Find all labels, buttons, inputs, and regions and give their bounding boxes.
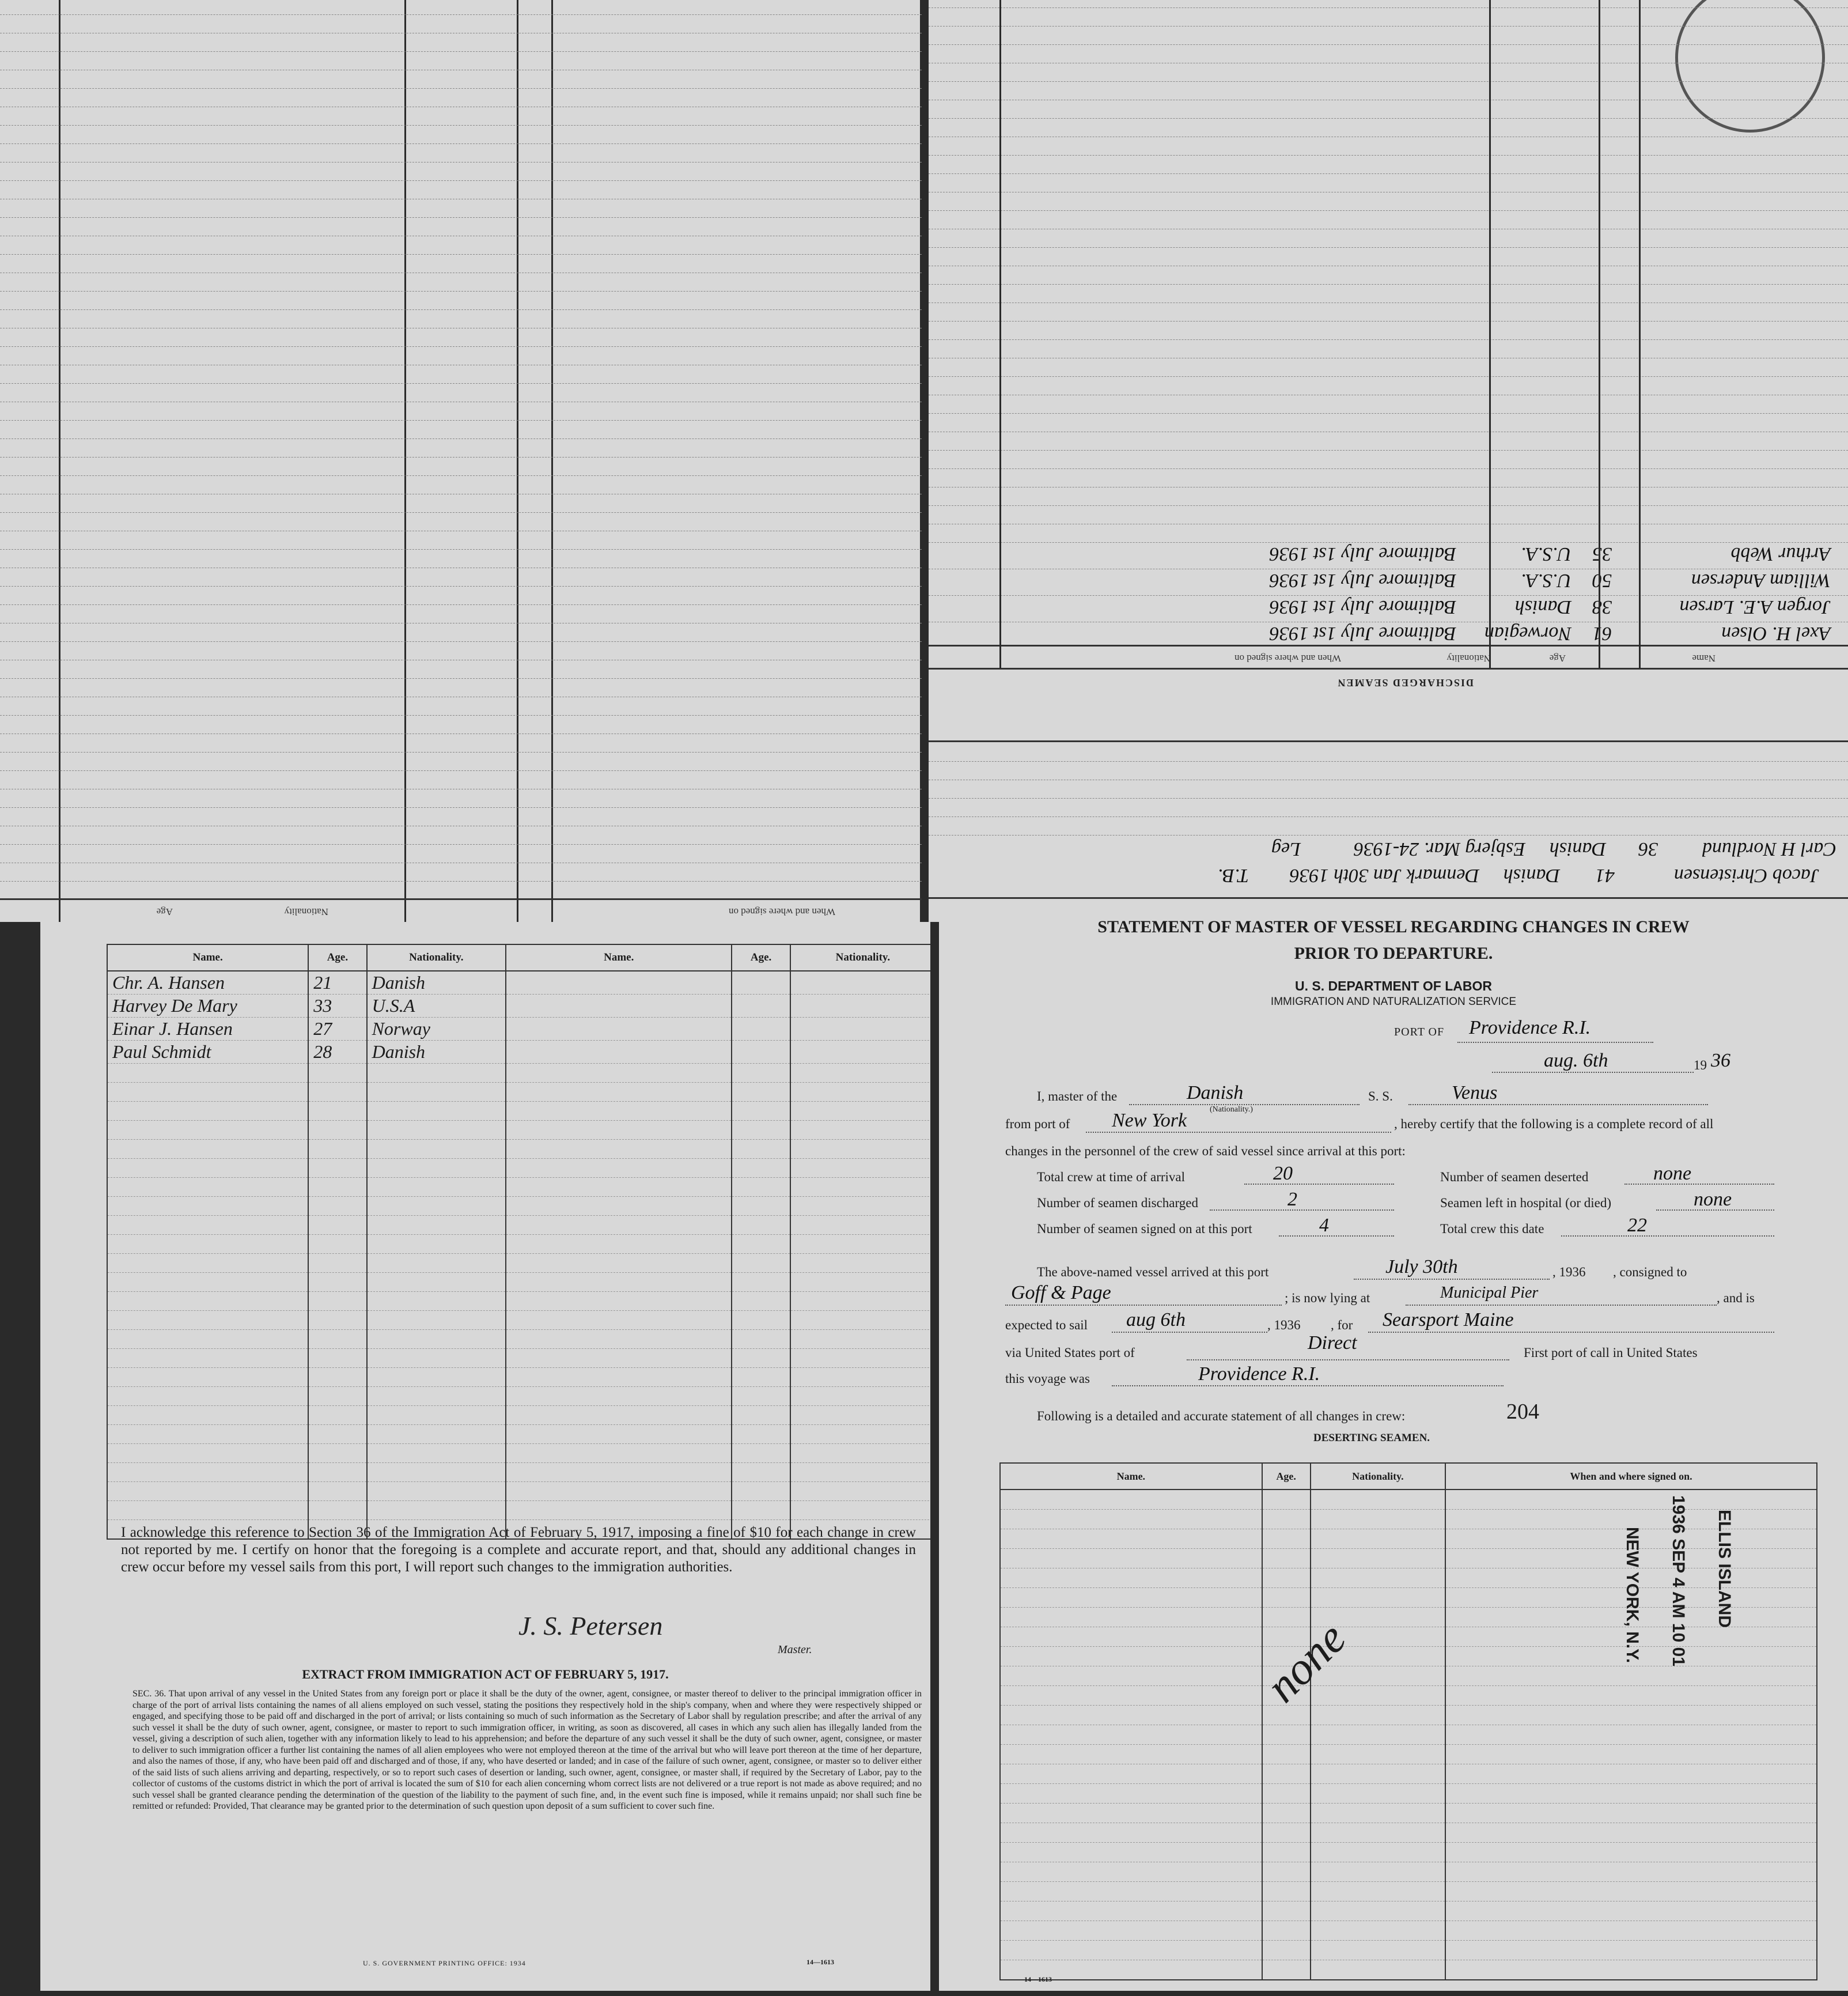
nationality-caption: (Nationality.) [1210, 1105, 1253, 1114]
round-stamp-icon [1675, 0, 1825, 133]
master-signature: J. S. Petersen [518, 1611, 663, 1640]
statement-title: STATEMENT OF MASTER OF VESSEL REGARDING CHANGES IN CREW [1097, 917, 1690, 936]
and-is-text: , and is [1717, 1291, 1755, 1305]
sick-nat-1: Danish [1503, 865, 1560, 886]
column-rule [551, 0, 553, 922]
header-age: Age [156, 906, 173, 917]
discharged-value: 2 [1287, 1189, 1297, 1210]
dis-header-name: Name [1692, 653, 1716, 664]
port-of-label: PORT OF [1394, 1026, 1445, 1038]
top-right-page [929, 0, 1848, 922]
des-col-name: Name. [1000, 1463, 1262, 1490]
sick-sick-1: T.B. [1217, 865, 1249, 886]
dis-nat-4: U.S.A. [1521, 543, 1571, 565]
destination-value: Searsport Maine [1383, 1309, 1514, 1330]
expected-value: aug 6th [1126, 1309, 1186, 1330]
total-crew-arrival-value: 20 [1273, 1163, 1293, 1184]
top-left-page [0, 0, 922, 922]
col-nationality-2: Nationality. [790, 944, 930, 971]
changes-text: changes in the personnel of the crew of said vessel since arrival at this port: [1005, 1144, 1406, 1158]
discharged-label: Number of seamen discharged [1037, 1196, 1198, 1210]
nationality-value: Danish [1187, 1082, 1244, 1103]
year-value: 36 [1711, 1050, 1730, 1071]
deserting-title: DESERTING SEAMEN. [1313, 1432, 1430, 1444]
none-handwritten-mark: none [1256, 1613, 1356, 1713]
consignee-value: Goff & Page [1011, 1282, 1111, 1303]
dis-nat-3: U.S.A. [1521, 570, 1571, 591]
dis-when-4: Baltimore July 1st 1936 [1269, 543, 1456, 565]
lying-value: Municipal Pier [1440, 1284, 1539, 1302]
column-rule [999, 0, 1001, 668]
sick-age-1: 41 [1595, 865, 1615, 886]
dis-age-2: 38 [1592, 596, 1612, 618]
signed-on-value: 4 [1319, 1215, 1329, 1236]
dis-header-when: When and where signed on [1234, 653, 1341, 664]
voyage-label: this voyage was [1005, 1371, 1090, 1386]
sick-name-1: Jacob Christensen [1673, 865, 1819, 886]
table-row [107, 971, 930, 995]
column-rule [517, 0, 518, 922]
dis-header-age: Age [1549, 653, 1566, 664]
des-col-age: Age. [1262, 1463, 1311, 1490]
total-crew-arrival-label: Total crew at time of arrival [1037, 1170, 1186, 1184]
inverted-sheet-left [0, 0, 922, 922]
arrived-value: July 30th [1385, 1256, 1458, 1277]
expected-label: expected to sail [1005, 1318, 1088, 1332]
dis-when-2: Baltimore July 1st 1936 [1269, 596, 1456, 618]
dis-nat-1: Norwegian [1484, 623, 1571, 644]
sick-name-2: Carl H Nordlund [1702, 838, 1836, 860]
service-name: IMMIGRATION AND NATURALIZATION SERVICE [1270, 996, 1517, 1008]
sick-sick-2: Leg [1271, 838, 1301, 860]
new-york-stamp: NEW YORK, N.Y. [1623, 1527, 1642, 1664]
des-col-nationality: Nationality. [1311, 1463, 1445, 1490]
lying-label: ; is now lying at [1285, 1291, 1370, 1305]
column-rule [920, 0, 922, 922]
statement-page [939, 899, 1848, 1991]
dis-when-3: Baltimore July 1st 1936 [1269, 570, 1456, 591]
crew-nationality: Norway [367, 1018, 506, 1041]
sick-nat-2: Danish [1549, 838, 1606, 860]
inverted-sheet-right [929, 0, 1848, 922]
master-label: Master. [778, 1643, 812, 1656]
column-rule [404, 0, 406, 922]
dis-nat-2: Danish [1514, 596, 1571, 618]
dis-name-3: William Andersen [1691, 570, 1831, 591]
crew-age: 28 [308, 1041, 366, 1064]
ship-name: Venus [1452, 1082, 1498, 1103]
ss-label: S. S. [1368, 1089, 1393, 1103]
year-prefix: 19 [1694, 1058, 1707, 1072]
total-crew-date-label: Total crew this date [1440, 1222, 1544, 1236]
crew-age: 21 [308, 971, 366, 995]
discharged-title: DISCHARGED SEAMEN [1336, 677, 1474, 689]
dis-name-4: Arthur Webb [1730, 543, 1831, 565]
date-value: aug. 6th [1544, 1050, 1608, 1071]
voyage-value: Providence R.I. [1198, 1363, 1320, 1385]
expected-year: , 1936 [1267, 1318, 1301, 1332]
date-stamp: 1936 SEP 4 AM 10 01 [1669, 1495, 1688, 1666]
printing-office: U. S. GOVERNMENT PRINTING OFFICE: 1934 [363, 1959, 526, 1967]
statement-subtitle: PRIOR TO DEPARTURE. [1294, 944, 1493, 963]
col-age: Age. [308, 944, 366, 971]
crew-nationality: U.S.A [367, 995, 506, 1018]
total-crew-date-value: 22 [1627, 1215, 1647, 1236]
arrived-year: , 1936 [1552, 1265, 1586, 1279]
document-number: 204 [1506, 1400, 1539, 1424]
form-number: 14—1613 [1024, 1975, 1052, 1983]
table-header-row [107, 944, 930, 971]
crew-nationality: Danish [367, 971, 506, 995]
deserted-label: Number of seamen deserted [1440, 1170, 1589, 1184]
column-rule [1639, 0, 1641, 668]
consigned-label: , consigned to [1613, 1265, 1687, 1279]
department-name: U. S. DEPARTMENT OF LABOR [1294, 978, 1492, 993]
des-col-when: When and where signed on. [1445, 1463, 1817, 1490]
dis-age-1: 61 [1592, 623, 1612, 644]
from-port-value: New York [1112, 1110, 1187, 1131]
column-rule [1599, 0, 1600, 668]
sick-when-2: Esbjerg Mar. 24-1936 [1353, 838, 1525, 860]
column-rule [59, 0, 60, 922]
table-row [107, 995, 930, 1018]
sick-when-1: Denmark Jan 30th 1936 [1289, 865, 1479, 886]
dis-name-2: Jorgen A.E. Larsen [1679, 596, 1831, 618]
col-name-2: Name. [506, 944, 732, 971]
crew-age: 27 [308, 1018, 366, 1041]
signed-on-table [107, 944, 930, 1540]
dis-header-nationality: Nationality [1446, 653, 1491, 664]
dis-age-4: 35 [1592, 543, 1612, 565]
first-port-label: First port of call in United States [1524, 1345, 1698, 1360]
col-age-2: Age. [732, 944, 790, 971]
hospital-label: Seamen left in hospital (or died) [1440, 1196, 1612, 1210]
arrived-label: The above-named vessel arrived at this port [1037, 1265, 1269, 1279]
table-row [107, 1018, 930, 1041]
crew-name: Paul Schmidt [107, 1041, 308, 1064]
sick-age-2: 36 [1638, 838, 1658, 860]
signed-on-label: Number of seamen signed on at this port [1037, 1222, 1252, 1236]
crew-nationality: Danish [367, 1041, 506, 1064]
signed-on-page [40, 922, 930, 1991]
crew-name: Chr. A. Hansen [107, 971, 308, 995]
dis-name-1: Axel H. Olsen [1721, 623, 1831, 644]
dis-age-3: 50 [1592, 570, 1612, 591]
section-36-text: SEC. 36. That upon arrival of any vessel in the United States from any foreign port or place it shall be the duty of the owner, agent, consignee, or master thereof to deliver to the principal immigration officer in charge of the port of arrival lists containing the names of all aliens employed on such vessel, stating the positions they respectively hold in the ship's company, when and where they were respectively shipped or engaged, and specifying those to be paid off and discharged in the port of arrival; or lists containing so much of such information as the Secretary of Labor shall by regulation prescribe; and after the arrival of any such vessel it shall be the duty of such owner, agent, consignee, or master to report to such immigration officer, in writing, as soon as discovered, all cases in which any such alien has illegally landed from the vessel, giving a description of such alien, together with any information likely to lead to his apprehension; and before the departure of any such vessel it shall be the duty of such owner, agent, consignee, or master to deliver to such immigration officer a further list containing the names of all alien employees who were not employed thereon at the time of the arrival but who will leave port thereon at the time of her departure, and also the names of those, if any, who have been paid off and discharged and of those, if any, who have deserted or landed; and in case of the failure of such owner, agent, consignee, or master so to deliver either of the said lists of such aliens arriving and departing, respectively, or so to report such cases of desertion or landing, such owner, agent, consignee, or master shall, if required by the Secretary of Labor, pay to the collector of customs of the customs district in which the port of arrival is located the sum of $10 for each alien concerning whom correct lists are not delivered or a true report is not made as above required; and no such vessel shall be granted clearance pending the determination of the question of the liability to the payment of such fine, and, in the event such fine is imposed, while it remains unpaid; nor shall such fine be remitted or refunded: Provided, That clearance may be granted prior to the determination of such question upon deposit of a sum sufficient to cover such fine. [132, 1689, 922, 1811]
crew-age: 33 [308, 995, 366, 1018]
form-number: 14—1613 [806, 1958, 834, 1966]
header-when: When and where signed on [728, 906, 835, 917]
via-label: via United States port of [1005, 1345, 1135, 1360]
header-rule [0, 898, 922, 900]
dis-when-1: Baltimore July 1st 1936 [1269, 623, 1456, 644]
via-value: Direct [1308, 1332, 1357, 1354]
crew-name: Einar J. Hansen [107, 1018, 308, 1041]
col-nationality: Nationality. [367, 944, 506, 971]
acknowledgment-text: I acknowledge this reference to Section 36 of the Immigration Act of February 5, 1917, imposing a fine of $10 for each change in crew not reported by me. I certify on honor that the foregoing is a complete and accurate report, and that, should any additional changes in crew occur before my vessel sails from this port, I will report such changes to the immigration authorities. [121, 1525, 916, 1575]
port-of-value: Providence R.I. [1469, 1017, 1591, 1038]
column-rule [1489, 0, 1491, 668]
from-port-label: from port of [1005, 1117, 1070, 1131]
for-label: , for [1331, 1318, 1353, 1332]
col-name: Name. [107, 944, 308, 971]
table-row [107, 1041, 930, 1064]
crew-name: Harvey De Mary [107, 995, 308, 1018]
following-text: Following is a detailed and accurate statement of all changes in crew: [1037, 1409, 1406, 1423]
deserted-value: none [1653, 1163, 1692, 1184]
master-of-label: I, master of the [1037, 1089, 1118, 1103]
certify-text: , hereby certify that the following is a complete record of all [1394, 1117, 1714, 1131]
hospital-value: none [1694, 1189, 1732, 1210]
extract-title: EXTRACT FROM IMMIGRATION ACT OF FEBRUARY 5, 1917. [302, 1667, 669, 1681]
deserting-table [999, 1462, 1817, 1980]
ellis-island-stamp: ELLIS ISLAND [1715, 1510, 1734, 1628]
header-nationality: Nationality [284, 906, 328, 917]
